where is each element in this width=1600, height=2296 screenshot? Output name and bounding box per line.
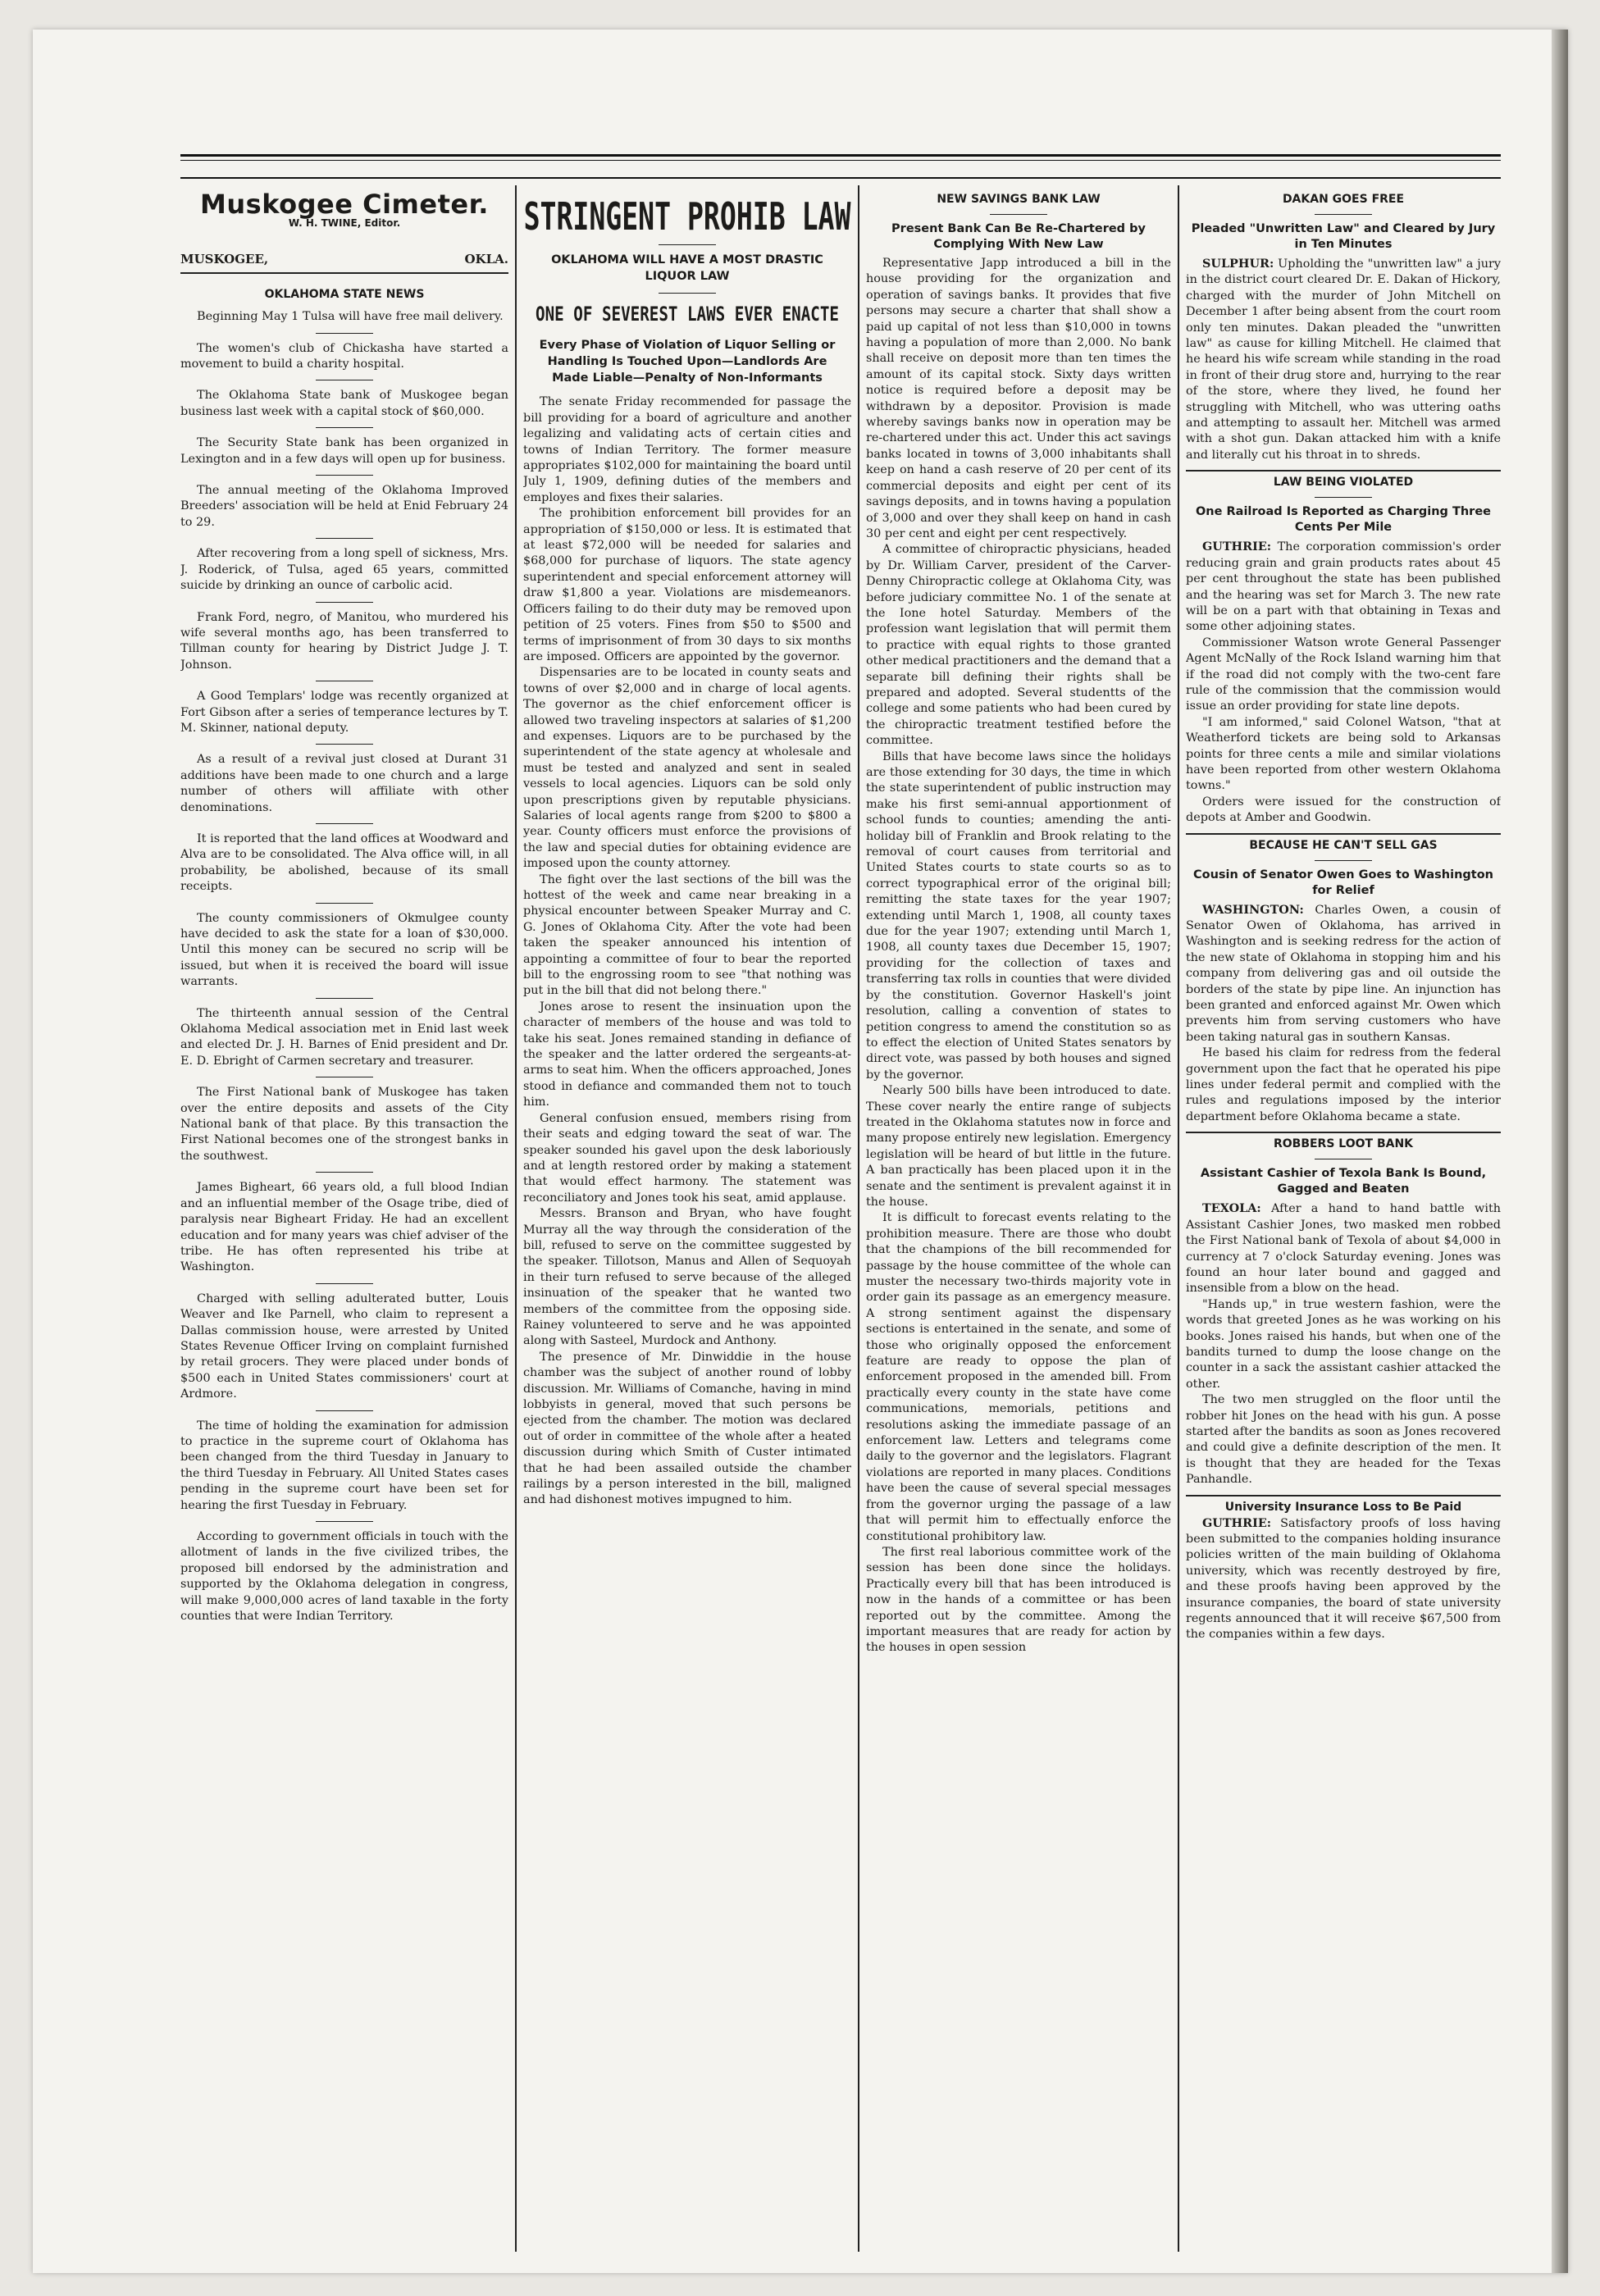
headline-deck: OKLAHOMA WILL HAVE A MOST DRASTIC LIQUOR LAW [551, 253, 823, 283]
article-heading: DAKAN GOES FREE [1282, 193, 1405, 206]
top-border-rule [180, 154, 1501, 161]
dateline: SULPHUR: [1202, 257, 1274, 271]
news-item: The time of holding the examination for admission to practice in the supreme court of Oklahoma has been changed from the third Tuesday in January to the third Tuesday in February. All United States cases pending in the supreme court have been set for hearing the first Tuesday in February. [180, 1419, 508, 1512]
news-item: Frank Ford, negro, of Manitou, who murdered his wife several months ago, has been transferred to Tillman county for hearing by District Judge J. T. Johnson. [180, 610, 508, 672]
section-rule [1186, 1132, 1501, 1133]
masthead-editor: W. H. TWINE, Editor. [288, 217, 401, 230]
article-paragraph: TEXOLA: After a hand to hand battle with Assistant Cashier Jones, two masked men robbed the First National bank of Texola of about $4,000 in currency at 7 o'clock Saturday evening. Jones was found an hour later bound and gagged and insensible from a blow on the head. [1186, 1201, 1501, 1296]
article-paragraph: WASHINGTON: Charles Owen, a cousin of Senator Owen of Oklahoma, has arrived in Washington and is seeking redress for the action of the new state of Oklahoma in stopping him and his company from delivering gas and oil outside the borders of the state by pipe line. An injunction has been granted and enforced against Mr. Owen which prevents him from serving customers who have been taking natural gas in southern Kansas. [1186, 902, 1501, 1044]
divider [316, 1283, 373, 1284]
divider [316, 333, 373, 334]
article-heading: LAW BEING VIOLATED [1273, 476, 1414, 490]
article-subhead: Pleaded "Unwritten Law" and Cleared by Jury in Ten Minutes [1191, 222, 1496, 251]
column-2 [523, 185, 851, 2252]
article-paragraph: The presence of Mr. Dinwiddie in the house chamber was the subject of another round of lobby discussion. Mr. Williams of Comanche, having in mind lobbyists in general, moved that such persons be ejected from the chamber. The motion was declared out of order in committee of the whole after a heated discussion during which Smith of Custer intimated that he had been assailed outside the chamber railings by a person interested in the bill, maligned and had dishonest motives impugned to him. [523, 1350, 851, 1507]
dateline: WASHINGTON: [1202, 902, 1304, 917]
divider [1315, 860, 1372, 861]
article-body [866, 256, 1171, 1656]
news-item: Charged with selling adulterated butter, Louis Weaver and Ike Parnell, who claim to represent a Dallas commission house, were arrested by United States Revenue Officer Irving on complaint furnished by retail grocers. They were placed under bonds of $500 each in United States commissioners' court at Ardmore. [180, 1292, 508, 1401]
divider [316, 427, 373, 428]
article-paragraph: Orders were issued for the construction of depots at Amber and Goodwin. [1186, 795, 1501, 825]
main-headline: STRINGENT PROHIB LAW [523, 194, 851, 239]
column-rule [515, 185, 517, 2252]
news-item: The thirteenth annual session of the Central Oklahoma Medical association met in Enid last week and elected Dr. J. H. Barnes of Enid president and Dr. E. D. Ebright of Carmen secretary and treasurer. [180, 1006, 508, 1068]
article-subhead: Assistant Cashier of Texola Bank Is Bound, Gagged and Beaten [1200, 1167, 1487, 1196]
news-item: James Bigheart, 66 years old, a full blood Indian and an influential member of the Osage tribe, died of paralysis near Bigheart Friday. He had an excellent education and for many years was chief adviser of the tribe. He has often represented his tribe at Washington. [180, 1181, 508, 1274]
divider [316, 903, 373, 904]
article-subhead: One Railroad Is Reported as Charging Three Cents Per Mile [1195, 505, 1491, 535]
news-item: The First National bank of Muskogee has taken over the entire deposits and assets of the City National bank of that place. By this transaction the First National becomes one of the strongest banks in the southwest. [180, 1086, 508, 1163]
dateline: GUTHRIE: [1202, 1515, 1272, 1530]
article-paragraph: The prohibition enforcement bill provides for an appropriation of $150,000 or less. It is estimated that at least $72,000 will be needed for salaries and $68,000 for purchase of liquors. The state agency superintendent and special enforcement attorney will draw $1,800 a year. Violations are misdemeanors. Officers failing to do their duty may be removed upon petition of 25 voters. Fines from $50 to $500 and terms of imprisonment of from 30 days to six months are imposed. Officers are appointed by the governor. [523, 507, 851, 663]
article-paragraph: Nearly 500 bills have been introduced to date. These cover nearly the entire range of subjects treated in the Oklahoma statutes now in force and many propose entirely new legislation. Emergency legislation will be heard of but little in the future. A ban practically has been placed upon it in the senate and the sentiment is prevalent against it in the house. [866, 1084, 1171, 1209]
column-rule [858, 185, 859, 2252]
section-rule [1186, 470, 1501, 472]
article-heading: University Insurance Loss to Be Paid [1224, 1500, 1462, 1514]
news-item: The women's club of Chickasha have started a movement to build a charity hospital. [180, 341, 508, 371]
news-item: The Security State bank has been organized in Lexington and in a few days will open up for business. [180, 436, 508, 466]
column-rule [1178, 185, 1179, 2252]
article-paragraph: Commissioner Watson wrote General Passenger Agent McNally of the Rock Island warning him that if the road did not comply with the two-cent fare rule of the commission that the commission would issue an order providing for state line depots. [1186, 636, 1501, 713]
masthead-place: MUSKOGEE, [180, 251, 269, 266]
news-sections [1186, 192, 1501, 1643]
divider [316, 744, 373, 745]
news-items [180, 309, 508, 1624]
article-paragraph: "I am informed," said Colonel Watson, "that at Weatherford tickets are being sold to Arkansas points for three cents a mile and similar violations have been reported from other western Oklahoma towns." [1186, 715, 1501, 793]
article-heading: BECAUSE HE CAN'T SELL GAS [1249, 838, 1438, 852]
section-rule [1186, 833, 1501, 835]
article-paragraph: GUTHRIE: The corporation commission's order reducing grain and grain products rates about 45 per cent throughout the state has been published and the hearing was set for March 3. The new rate will be on a part with that obtaining in Texas and some other adjoining states. [1186, 540, 1501, 634]
columns-area [180, 185, 1501, 2252]
article-paragraph: He based his claim for redress from the federal government upon the fact that he operated his pipe lines under federal permit and complied with the rules and regulations imposed by the interior department before Oklahoma became a state. [1186, 1046, 1501, 1123]
article-paragraph: The first real laborious committee work of the session has been done since the holidays. Practically every bill that has been introduced is now in the hands of a committee or has been reported out by the committee. Among the important measures that are ready for action by the houses in open session [866, 1545, 1171, 1655]
news-item: After recovering from a long spell of sickness, Mrs. J. Roderick, of Tulsa, aged 65 years, committed suicide by drinking an ounce of carbolic acid. [180, 547, 508, 593]
page-edge-shadow [1552, 30, 1568, 2273]
article-body [523, 394, 851, 1508]
article-paragraph: SULPHUR: Upholding the "unwritten law" a jury in the district court cleared Dr. E. Dakan of Hickory, charged with the murder of John Mitchell on December 1 after being absent from the court room only ten minutes. Dakan pleaded the "unwritten law" as cause for killing Mitchell. He claimed that he heard his wife scream while standing in the road in front of their drug store and, hurrying to the rear of the store, where they lived, he found her struggling with Mitchell, who was uttering oaths and attempting to assault her. Mitchell was armed with a shot gun. Dakan attacked him with a knife and literally cut his throat in to shreds. [1186, 257, 1501, 462]
article-subhead: Present Bank Can Be Re-Chartered by Complying With New Law [891, 222, 1146, 251]
column-4 [1186, 185, 1501, 2252]
section-rule [1186, 1495, 1501, 1496]
dateline: TEXOLA: [1202, 1201, 1261, 1216]
top-border-rule-lower [180, 177, 1501, 179]
news-item: Beginning May 1 Tulsa will have free mail delivery. [197, 310, 504, 324]
article-paragraph: A committee of chiropractic physicians, headed by Dr. William Carver, president of the Carver-Denny Chiropractic college at Oklahoma City, was before judiciary committee No. 1 of the senate at the Ione hotel Saturday. Members of the profession want legislation that will permit them to practice with equal rights to those granted other medical practitioners and the demand that a separate bill defining their rights shall be prepared and adopted. Several studentts of the college and some patients who had been cured by the chiropractic treatment testified before the committee. [866, 543, 1171, 748]
article-paragraph: Bills that have become laws since the holidays are those extending for 30 days, the time in which the state superintendent of public instruction may make his first semi-annual apportionment of school funds to counties; amending the anti-holiday bill of Franklin and Brook relating to the removal of court causes from territorial and United States courts to state courts so as to correct typographical error of the original bill; remitting the state taxes for the year 1907; extending until March 1, 1908, all county taxes due for the year 1907; extending until March 1, 1908, all county taxes due December 15, 1907; providing for the collection of taxes and transferring tax rolls in counties that were divided by the constitution. Governor Haskell's joint resolution, calling a convention of states to petition congress to amend the constitution so as to effect the election of United States senators by direct vote, was passed by both houses and signed by the governor. [866, 749, 1171, 1082]
divider [316, 823, 373, 824]
news-item: According to government officials in touch with the allotment of lands in the five civilized tribes, the proposed bill endorsed by the administration and supported by the Oklahoma delegation in congress, will make 9,000,000 acres of land taxable in the forty counties that were Indian Territory. [180, 1530, 508, 1624]
article-paragraph: The fight over the last sections of the bill was the hottest of the week and came near breaking in a physical encounter between Speaker Murray and C. G. Jones of Oklahoma City. After the vote had been taken the speaker announced his intention of appointing a committee of four to bear the reported bill to the engrossing room to see "that nothing was put in the bill that did not belong there." [523, 872, 851, 998]
divider [316, 475, 373, 476]
divider [1315, 497, 1372, 498]
divider [316, 1410, 373, 1411]
divider [316, 1521, 373, 1522]
article-heading: NEW SAVINGS BANK LAW [937, 193, 1101, 206]
dateline: GUTHRIE: [1202, 540, 1272, 554]
sub-headline: ONE OF SEVEREST LAWS EVER ENACTE [536, 303, 839, 326]
article-paragraph: Jones arose to resent the insinuation upon the character of members of the house and was told to take his seat. Jones remained standing in defiance of the speaker and the latter ordered the sergeants-at-arms to seat him. When the officers approached, Jones stood in defiance and commanded them not to touch him. [523, 1000, 851, 1109]
divider [316, 602, 373, 603]
news-item: A Good Templars' lodge was recently organized at Fort Gibson after a series of temperance lectures by T. M. Skinner, national deputy. [180, 690, 508, 735]
masthead-dateline [180, 252, 508, 274]
article-paragraph: Messrs. Branson and Bryan, who have fought Murray all the way through the consideration of the bill, refused to serve on the committee suggested by the speaker. Tillotson, Manus and Allen of Sequoyah in their turn refused to serve because of the alleged insinuation of the speaker that he wanted two members of the committee from the opposing side. Rainey volunteered to serve and he was appointed along with Sasteel, Murdock and Anthony. [523, 1207, 851, 1348]
divider [659, 244, 716, 245]
masthead-title: Muskogee Cimeter. [200, 189, 489, 220]
article-paragraph: The senate Friday recommended for passage the bill providing for a board of agriculture and another legalizing and validating acts of certain cities and towns of Indian Territory. The former measure appropriates $102,000 for maintaining the board until July 1, 1909, defining duties of the members and employes and fixes their salaries. [523, 395, 851, 504]
article-subhead: Cousin of Senator Owen Goes to Washington for Relief [1192, 868, 1494, 897]
divider [316, 998, 373, 999]
article-heading: ROBBERS LOOT BANK [1273, 1137, 1414, 1151]
masthead-state: OKLA. [464, 251, 508, 266]
news-item: The Oklahoma State bank of Muskogee began business last week with a capital stock of $60,000. [180, 389, 508, 418]
divider [316, 538, 373, 539]
column-3 [866, 185, 1171, 2252]
article-paragraph: "Hands up," in true western fashion, were the words that greeted Jones as he was working on his books. Jones raised his hands, but when one of the bandits turned to dump the loose change on the counter in a sack the assistant cashier attacked the other. [1186, 1297, 1501, 1391]
newspaper-page [33, 30, 1568, 2273]
column-1 [180, 185, 508, 2252]
news-item: The annual meeting of the Oklahoma Improved Breeders' association will be held at Enid February 24 to 29. [180, 484, 508, 529]
article-paragraph: General confusion ensued, members rising from their seats and edging toward the seat of war. The speaker sounded his gavel upon the desk laboriously and at length restored order by making a statement that would effect harmony. The statement was reconciliatory and Jones took his seat, amid applause. [523, 1111, 851, 1205]
divider [316, 1172, 373, 1173]
article-paragraph: GUTHRIE: Satisfactory proofs of loss having been submitted to the companies holding insurance policies written of the main building of Oklahoma university, which was recently destroyed by fire, and these proofs having been approved by the insurance companies, the board of state university regents announced that it will receive $67,500 from the companies within a few days. [1186, 1515, 1501, 1642]
section-heading: OKLAHOMA STATE NEWS [264, 288, 425, 302]
divider [659, 293, 716, 294]
divider [1315, 214, 1372, 215]
news-item: It is reported that the land offices at Woodward and Alva are to be consolidated. The Alva office will, in all probability, be abolished, because of its small receipts. [180, 831, 508, 894]
article-paragraph: Dispensaries are to be located in county seats and towns of over $2,000 and in charge of local agents. The governor as the chief enforcement officer is allowed two traveling inspectors at salaries of $1,200 and expenses. Liquors are to be purchased by the superintendent of the state agency at wholesale and must be tested and analyzed and sent in sealed vessels to local agencies. Liquors can be sold only upon prescriptions given by reputable physicians. Salaries of local agents range from $200 to $800 a year. County officers must enforce the provisions of the law and special duties for obtaining evidence are imposed upon the county attorney. [523, 666, 851, 871]
news-item: The county commissioners of Okmulgee county have decided to ask the state for a loan of $30,000. Until this money can be secured no scrip will be issued, but when it is received the board will issue warrants. [180, 911, 508, 989]
article-paragraph: Representative Japp introduced a bill in the house providing for the organization and operation of savings banks. It provides that five persons may secure a charter that shall show a paid up capital of not less than $10,000 in towns having a population of more than 2,000. No bank shall receive on deposit more than ten times the amount of its capital stock. Sixty days written notice is required before a deposit may be withdrawn by a depositor. Provision is made whereby savings banks now in operation may be re-chartered under this act. Under this act savings banks located in towns of 3,000 inhabitants shall keep on hand a cash reserve of 20 per cent of its commercial deposits and eight per cent of its savings deposits, and in towns having a population of 3,000 and over they shall keep on hand in cash 30 per cent and eight per cent respectively. [866, 257, 1171, 540]
article-paragraph: It is difficult to forecast events relating to the prohibition measure. There are those who doubt that the champions of the bill recommended for passage by the house committee of the whole can muster the necessary two-thirds majority vote in order gain its passage as an emergency measure. A strong sentiment against the dispensary sections is entertained in the senate, and some of those who originally opposed the enforcement feature are ready to oppose the plan of enforcement proposed in the amended bill. From practically every county in the state have come communications, memorials, petitions and resolutions asking the immediate passage of an enforcement law. Letters and telegrams come daily to the governor and the legislators. Flagrant violations are reported in many places. Conditions have been the cause of several special messages from the governor urging the passage of a law that will permit him to effectually enforce the constitutional prohibitory law. [866, 1211, 1171, 1543]
article-paragraph: The two men struggled on the floor until the robber hit Jones on the head with his gun. A posse started after the bandits as soon as Jones recovered and could give a definite description of the men. It is thought that they are headed for the Texas Panhandle. [1186, 1393, 1501, 1487]
divider [990, 214, 1047, 215]
summary-deck: Every Phase of Violation of Liquor Selling or Handling Is Touched Upon—Landlords Are Made Liable—Penalty of Non-Informants [539, 339, 836, 385]
news-item: As a result of a revival just closed at Durant 31 additions have been made to one church and a large number of others will affiliate with other denominations. [180, 753, 508, 814]
